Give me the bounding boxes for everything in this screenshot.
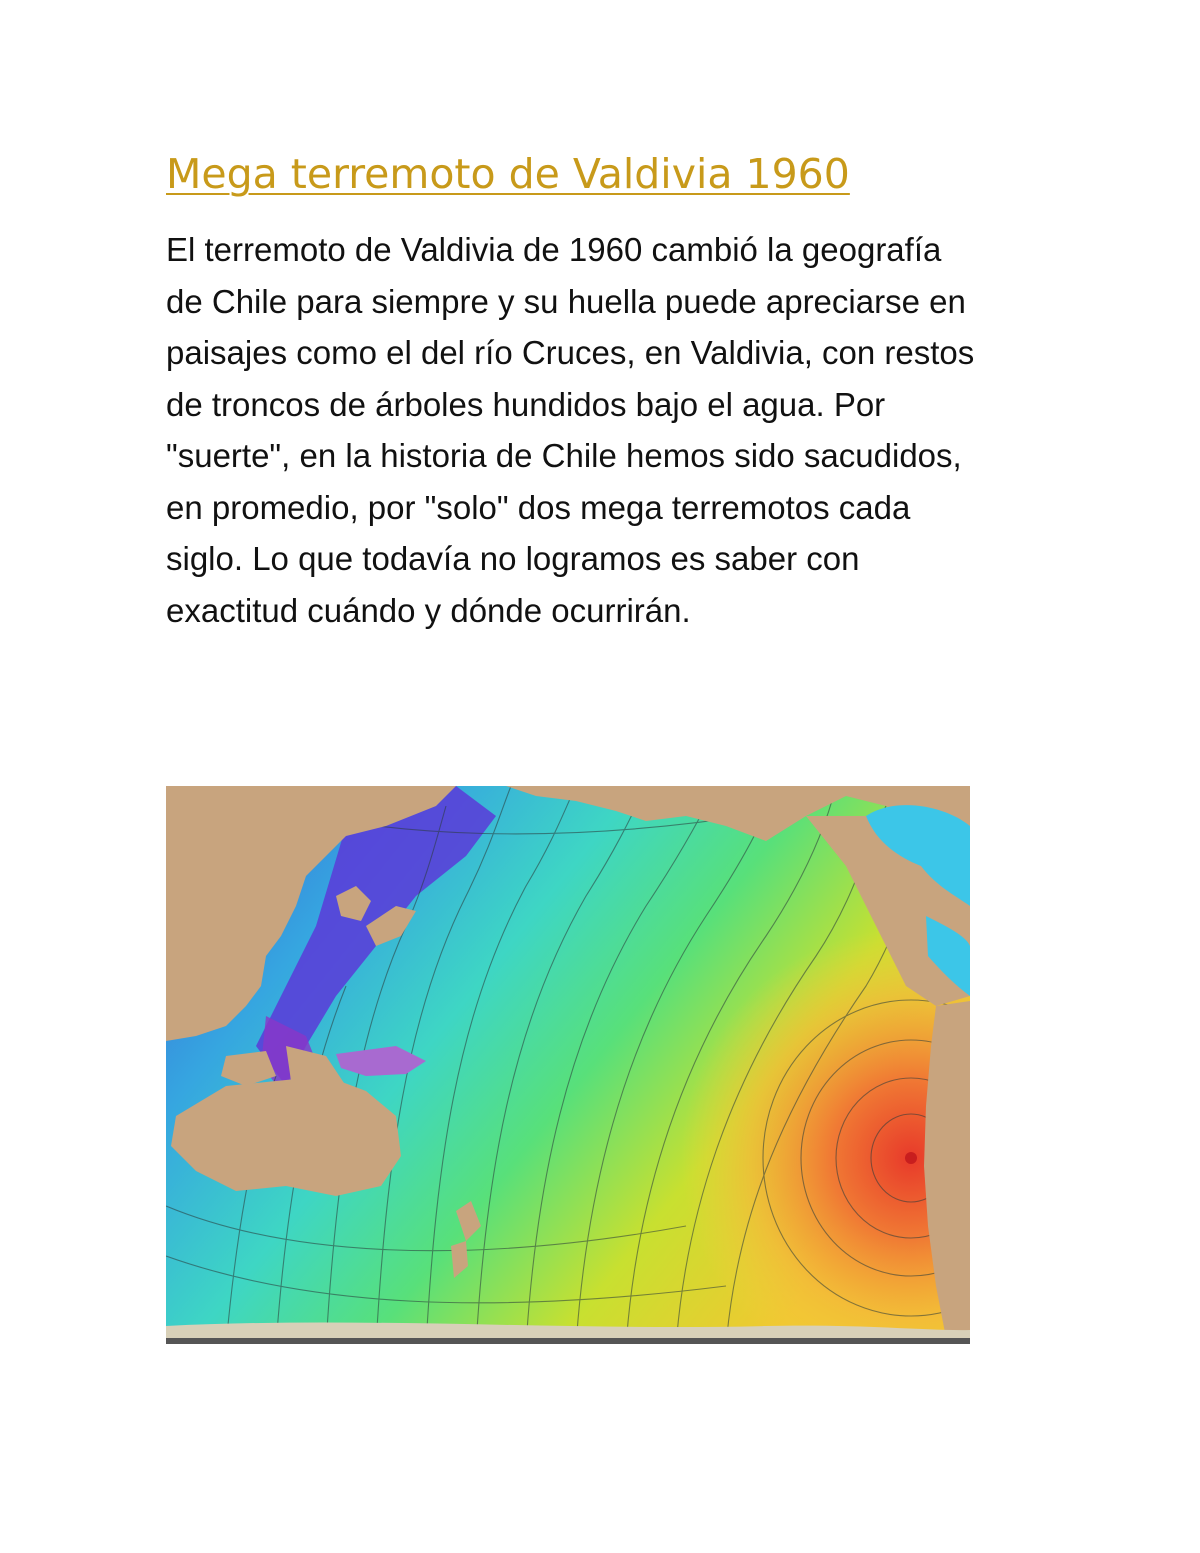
- body-line: siglo. Lo que todavía no logramos es saber con: [166, 540, 860, 577]
- body-paragraph: [166, 224, 1046, 636]
- tsunami-map-graphic: [166, 786, 970, 1346]
- document-title-link[interactable]: Mega terremoto de Valdivia 1960: [166, 150, 850, 198]
- body-line: de troncos de árboles hundidos bajo el agua. Por: [166, 385, 886, 423]
- body-line: de Chile para siempre y su huella puede apreciarse en: [166, 282, 966, 320]
- body-line: paisajes como el del río Cruces, en Valdivia, con restos: [166, 334, 975, 371]
- body-line: exactitud cuándo y dónde ocurrirán.: [166, 591, 691, 629]
- body-line: "suerte", en la historia de Chile hemos sido sacudidos,: [166, 437, 962, 474]
- body-line: en promedio, por "solo" dos mega terremotos cada: [166, 488, 911, 526]
- epicenter-marker: [905, 1152, 917, 1164]
- body-line: El terremoto de Valdivia de 1960 cambió la geografía: [166, 231, 942, 268]
- tsunami-map-image: [166, 786, 970, 1346]
- figure-bottom-border: [166, 1338, 970, 1344]
